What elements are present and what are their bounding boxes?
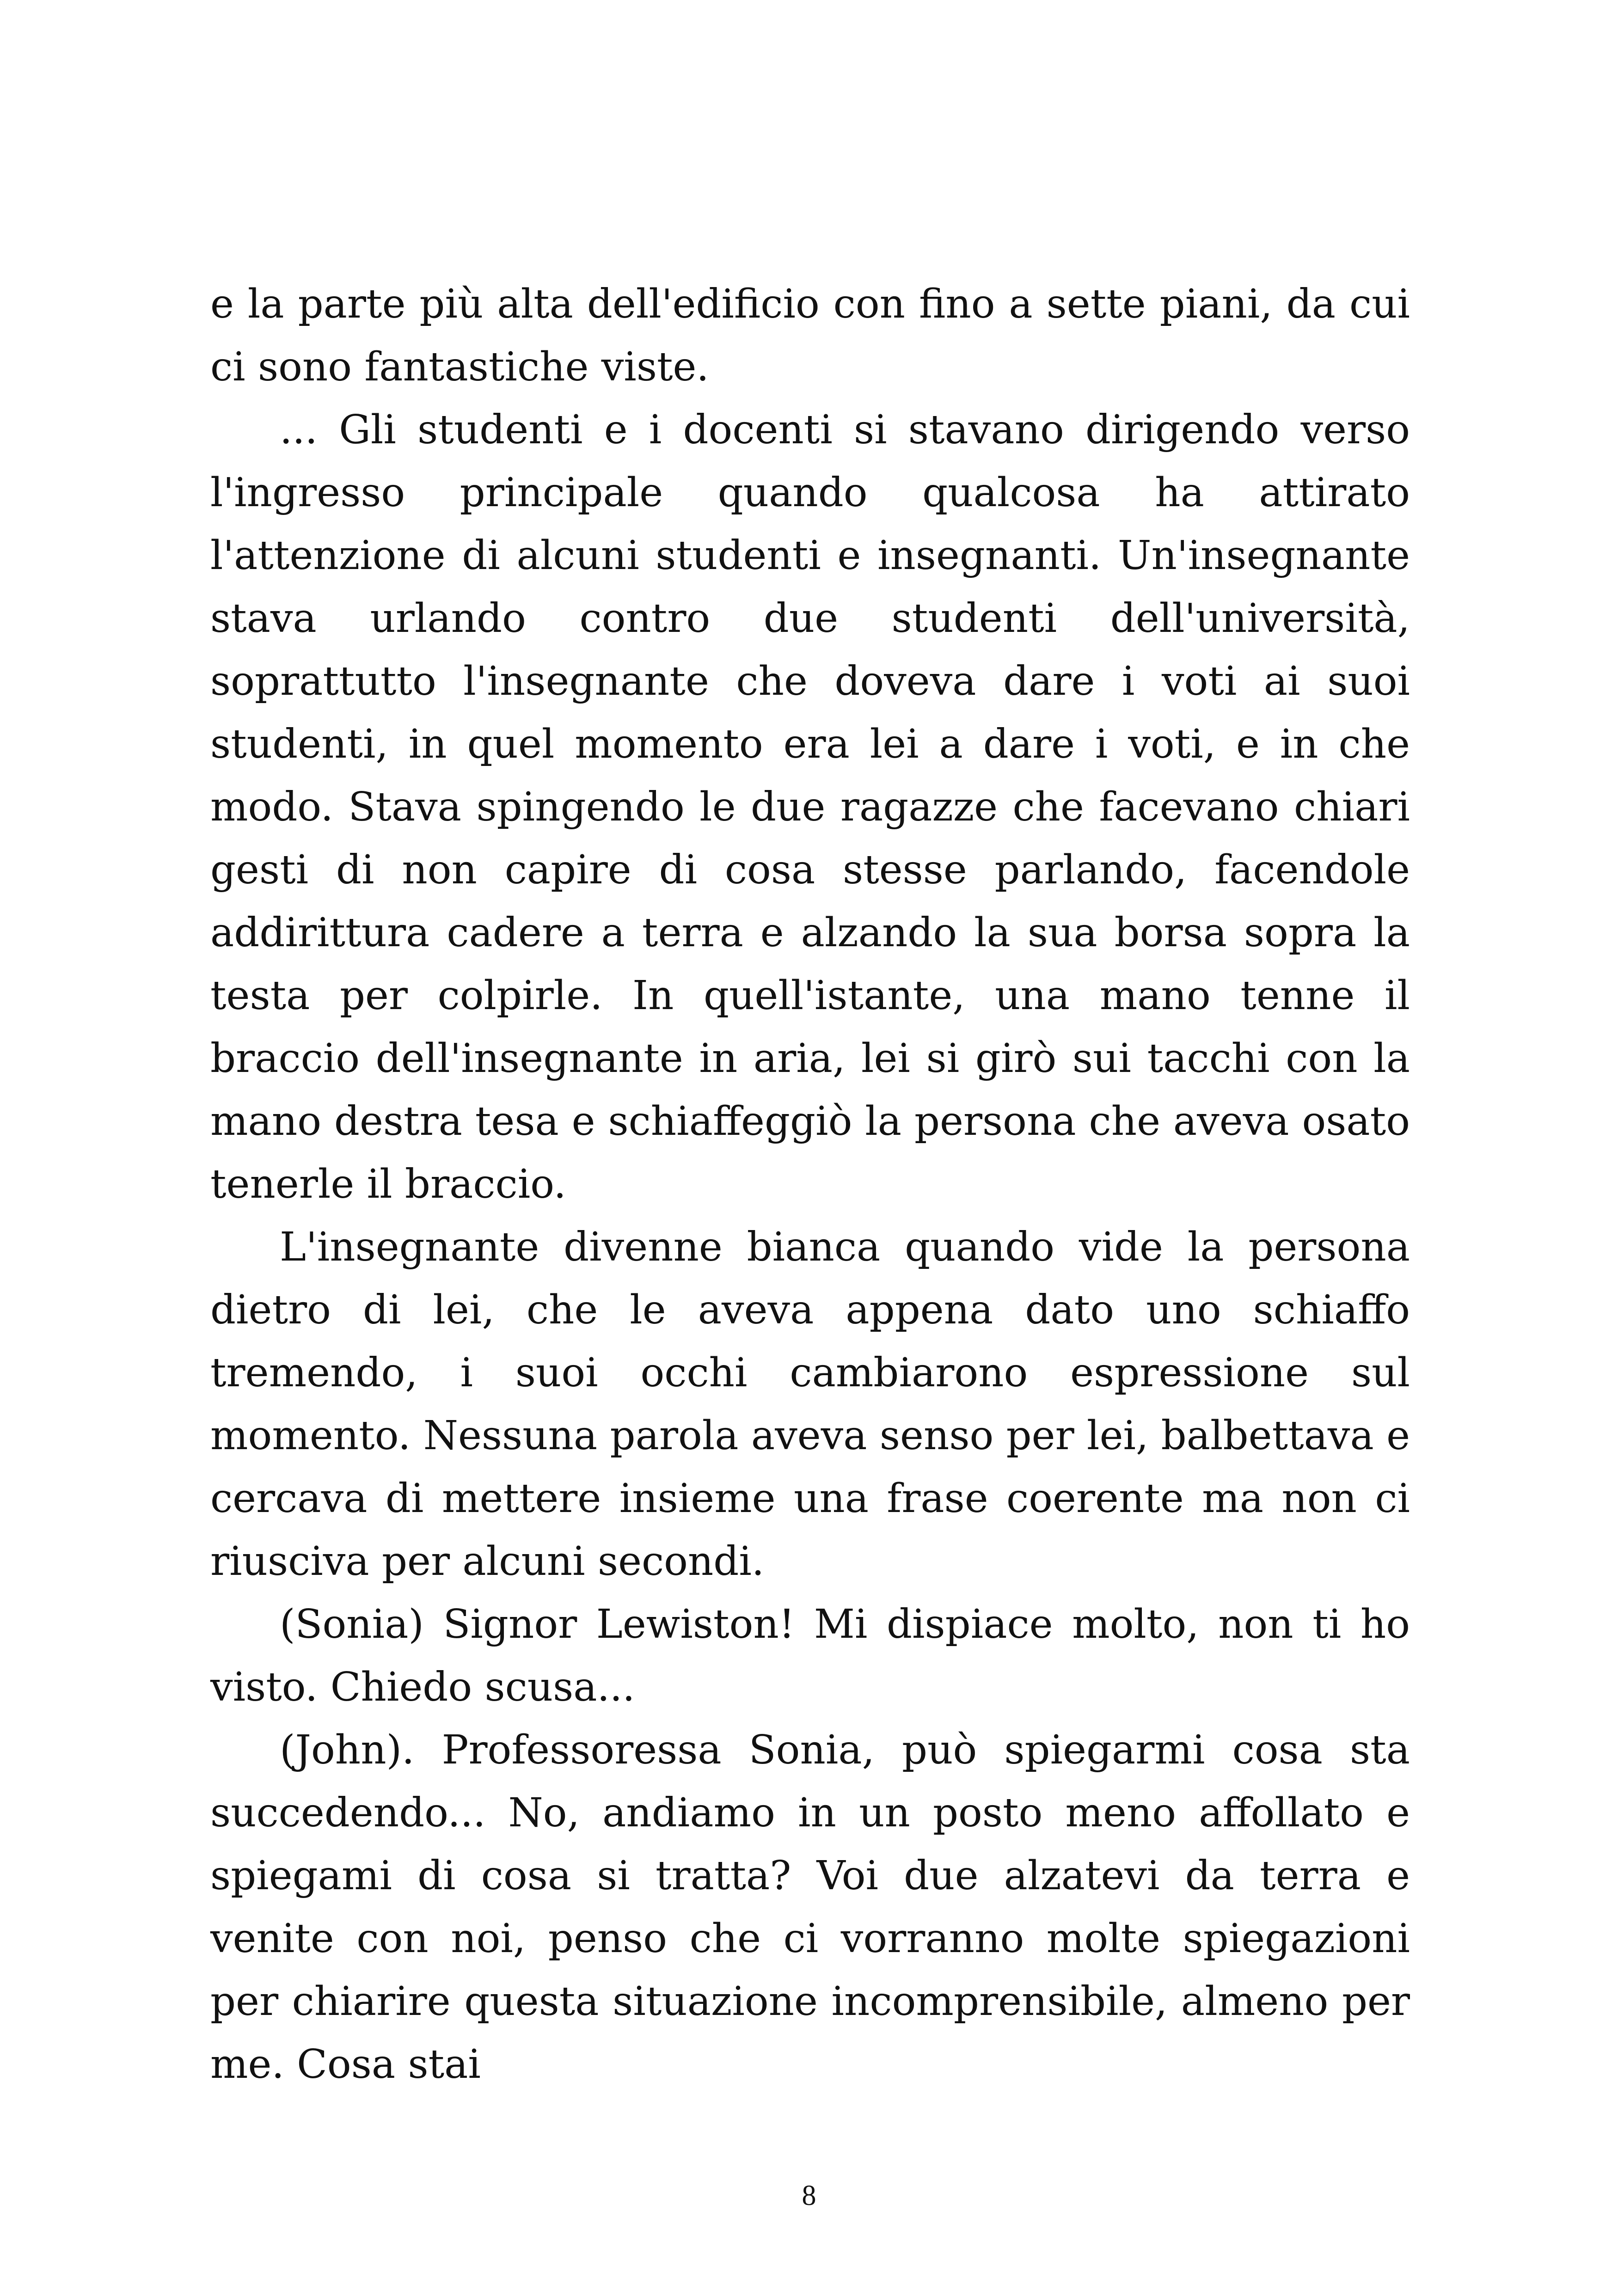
paragraph: (Sonia) Signor Lewiston! Mi dispiace molto, non ti ho visto. Chiedo scusa... (210, 1601, 1410, 1710)
paragraph: L'insegnante divenne bianca quando vide la persona dietro di lei, che le aveva appena dato uno schiaffo tremendo, i suoi occhi cambiarono espressione sul momento. Nessuna parola aveva senso per lei, balbettava e cercava di mettere insieme una frase coerente ma non ci riusciva per alcuni secondi. (210, 1224, 1410, 1585)
body-text (210, 273, 1410, 2096)
page-number: 8 (802, 2180, 816, 2211)
paragraph: (John). Professoressa Sonia, può spiegarmi cosa sta succedendo... No, andiamo in un posto meno affollato e spiegami di cosa si tratta? Voi due alzatevi da terra e venite con noi, penso che ci vorranno molte spiegazioni per chiarire questa situazione incomprensibile, almeno per me. Cosa stai (210, 1727, 1410, 2088)
paragraph: e la parte più alta dell'edificio con fino a sette piani, da cui ci sono fantastiche viste. (210, 281, 1410, 390)
paragraph: ... Gli studenti e i docenti si stavano dirigendo verso l'ingresso principale quando qualcosa ha attirato l'attenzione di alcuni studenti e insegnanti. Un'insegnante stava urlando contro due studenti dell'università, soprattutto l'insegnante che doveva dare i voti ai suoi studenti, in quel momento era lei a dare i voti, e in che modo. Stava spingendo le due ragazze che facevano chiari gesti di non capire di cosa stesse parlando, facendole addirittura cadere a terra e alzando la sua borsa sopra la testa per colpirle. In quell'istante, una mano tenne il braccio dell'insegnante in aria, lei si girò sui tacchi con la mano destra tesa e schiaffeggiò la persona che aveva osato tenerle il braccio. (210, 407, 1410, 1207)
